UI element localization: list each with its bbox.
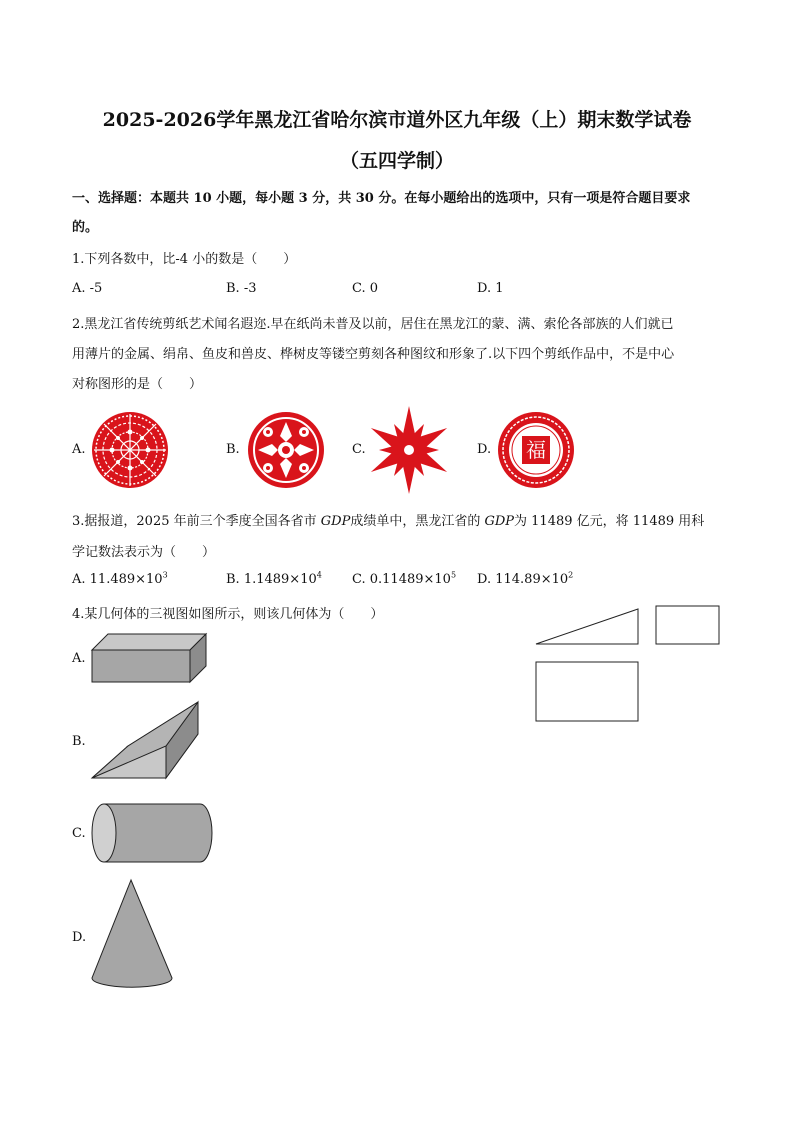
q1-option-a: A. -5 <box>72 281 103 296</box>
q2-label-c: C. <box>352 442 366 457</box>
papercut-a-image <box>90 410 170 490</box>
q2-label-b: B. <box>226 442 240 457</box>
section-header-cont: 的。 <box>72 220 99 235</box>
q3-option-b-exp: 4 <box>316 570 322 580</box>
front-view-triangle <box>536 609 638 644</box>
q4-label-c: C. <box>72 826 86 841</box>
papercut-d-image <box>496 410 576 490</box>
q1-option-c: C. 0 <box>352 281 379 296</box>
papercut-c-image <box>369 405 449 495</box>
q2-stem-line1: 2.黑龙江省传统剪纸艺术闻名遐迩.早在纸尚未普及以前，居住在黑龙江的蒙、满、索伦各部族的人们就已 <box>72 317 674 332</box>
q3-stem-part2: 成绩单中，黑龙江省的 <box>350 514 485 529</box>
q3-stem-part3: 为 11489 亿元，将 11489 用科 <box>514 514 705 529</box>
q4-label-b: B. <box>72 734 86 749</box>
q3-option-c <box>352 572 456 587</box>
papercut-b-image <box>246 410 326 490</box>
q2-label-d: D. <box>477 442 492 457</box>
q3-gdp-1: GDP <box>320 514 351 529</box>
side-view-rectangle <box>656 606 719 644</box>
exam-title: 2025-2026学年黑龙江省哈尔滨市道外区九年级（上）期末数学试卷 <box>102 109 692 131</box>
cuboid-image <box>90 632 212 684</box>
q1-stem: 1.下列各数中，比-4 小的数是（ ） <box>72 252 297 267</box>
top-view-rectangle <box>536 662 638 721</box>
q3-option-d-base: D. 114.89×10 <box>477 572 569 587</box>
q2-stem-line2: 用薄片的金属、绢帛、鱼皮和兽皮、桦树皮等镂空剪刻各种图纹和形象了.以下四个剪纸作品中，不是中心 <box>72 347 675 362</box>
q3-option-b-base: B. 1.1489×10 <box>226 572 317 587</box>
q3-option-a <box>72 572 168 587</box>
q3-option-d <box>477 572 573 587</box>
q3-option-b <box>226 572 322 587</box>
triangular-prism-image <box>90 700 200 782</box>
q2-label-a: A. <box>72 442 86 457</box>
q3-gdp-2: GDP <box>484 514 515 529</box>
q3-stem-line2: 学记数法表示为（ ） <box>72 545 216 560</box>
cylinder-image <box>90 802 214 864</box>
q4-label-d: D. <box>72 930 87 945</box>
q3-stem-line1 <box>72 510 704 529</box>
q4-label-a: A. <box>72 651 86 666</box>
q4-stem: 4.某几何体的三视图如图所示，则该几何体为（ ） <box>72 607 384 622</box>
q1-option-b: B. -3 <box>226 281 257 296</box>
exam-subtitle: （五四学制） <box>339 150 454 172</box>
q3-option-d-exp: 2 <box>568 570 574 580</box>
q3-option-c-exp: 5 <box>450 570 457 580</box>
q3-stem-part1: 3.据报道，2025 年前三个季度全国各省市 <box>72 514 321 529</box>
cone-image <box>90 878 176 990</box>
three-view-diagram <box>530 600 730 730</box>
fu-character: 福 <box>526 438 546 462</box>
q3-option-a-base: A. 11.489×10 <box>72 572 163 587</box>
section-header: 一、选择题：本题共 10 小题，每小题 3 分，共 30 分。在每小题给出的选项中，只有一项是符合题目要求 <box>72 191 691 206</box>
q3-option-c-base: C. 0.11489×10 <box>352 572 451 587</box>
q2-stem-line3: 对称图形的是（ ） <box>72 377 203 392</box>
q3-option-a-exp: 3 <box>162 570 168 580</box>
q1-option-d: D. 1 <box>477 281 504 296</box>
